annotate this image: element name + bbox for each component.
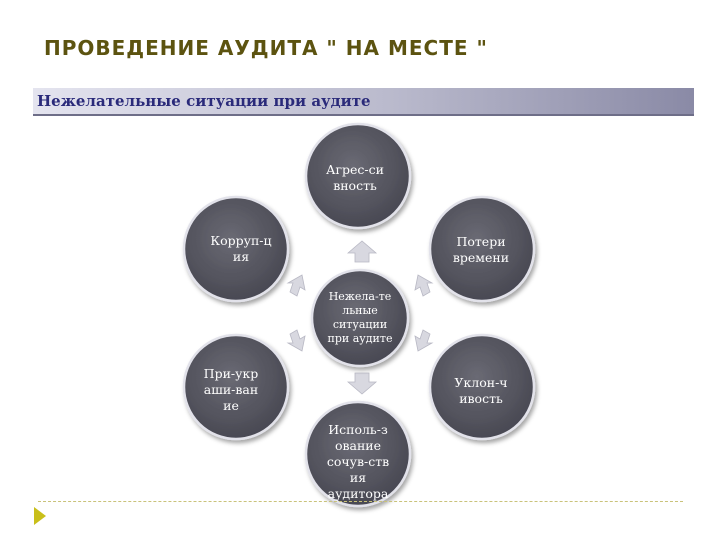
- arrow-upper-right: [415, 275, 432, 296]
- node-bottom-left-label: При-укр аши-ван ие: [203, 366, 259, 413]
- bullet-marker-icon: [34, 507, 46, 525]
- node-top-label: Агрес-си вность: [326, 162, 384, 193]
- arrow-up: [348, 241, 376, 262]
- node-bottom-right-label: Уклон-ч ивость: [454, 375, 508, 406]
- arrow-lower-left: [288, 330, 305, 351]
- arrow-down: [348, 373, 376, 394]
- page-title: ПРОВЕДЕНИЕ АУДИТА " НА МЕСТЕ ": [44, 36, 488, 60]
- center-node-label: Нежела-те льные ситуации при аудите: [327, 290, 393, 346]
- footer-divider: [38, 501, 683, 502]
- node-bottom-label: Исполь-з ование сочув-ств ия аудитора: [326, 422, 390, 501]
- arrow-lower-right: [415, 330, 432, 351]
- node-top-left-label: Корруп-ц ия: [210, 233, 272, 264]
- subtitle-text: Нежелательные ситуации при аудите: [37, 92, 371, 110]
- arrow-upper-left: [288, 275, 305, 296]
- node-top-right-label: Потери времени: [452, 234, 510, 265]
